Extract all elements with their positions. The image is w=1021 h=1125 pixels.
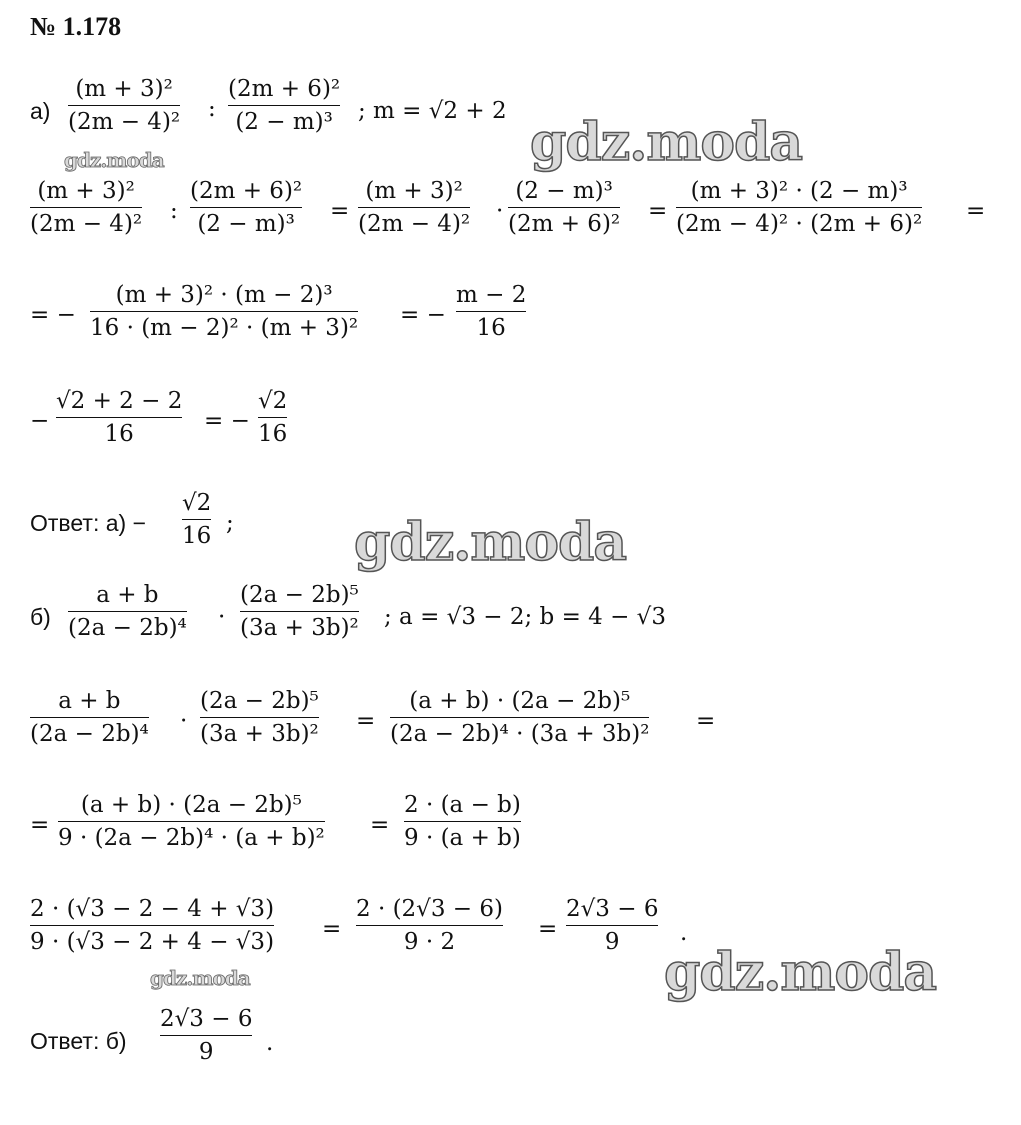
division-sign: :	[208, 96, 216, 122]
part-a-condition: ; m = √2 + 2	[358, 98, 507, 124]
a-l2-fraction-1: (m + 3)² · (m − 2)³ 16 · (m − 2)² · (m + 3)²	[90, 282, 359, 341]
a-l3-fraction-1: √2 + 2 − 2 16	[56, 388, 183, 447]
b-answer-suffix: .	[266, 1030, 274, 1056]
part-b-task-fraction-1: a + b (2a − 2b)⁴	[68, 582, 187, 641]
b-answer-label: Ответ: б)	[30, 1028, 127, 1054]
problem-number: № 1.178	[30, 12, 122, 41]
a-l1-fraction-5: (m + 3)² · (2 − m)³ (2m − 4)² · (2m + 6)²	[676, 178, 923, 237]
a-l2-eq: = −	[400, 302, 446, 328]
part-b-task-fraction-2: (2a − 2b)⁵ (3a + 3b)²	[240, 582, 359, 641]
b-l2-prefix: =	[30, 812, 50, 838]
b-l2-eq: =	[370, 812, 390, 838]
b-answer-fraction: 2√3 − 6 9	[160, 1006, 253, 1065]
a-l3-eq: = −	[204, 408, 250, 434]
b-l3-eq-2: =	[538, 916, 558, 942]
a-l1-eq-2: =	[648, 198, 668, 224]
b-l1-fraction-1: a + b (2a − 2b)⁴	[30, 688, 149, 747]
b-l2-fraction-2: 2 · (a − b) 9 · (a + b)	[404, 792, 521, 851]
a-answer-label: Ответ: а) −	[30, 510, 146, 536]
a-l1-eq-1: =	[330, 198, 350, 224]
b-task-op: ·	[218, 604, 226, 630]
b-l3-fraction-2: 2 · (2√3 − 6) 9 · 2	[356, 896, 503, 955]
a-answer-suffix: ;	[226, 510, 234, 536]
watermark-logo: gdz.moda	[664, 942, 937, 1003]
b-l2-fraction-1: (a + b) · (2a − 2b)⁵ 9 · (2a − 2b)⁴ · (a + b)²	[58, 792, 325, 851]
a-l1-fraction-1: (m + 3)² (2m − 4)²	[30, 178, 143, 237]
watermark-logo-small: gdz.moda	[64, 148, 164, 172]
part-a-task-fraction-2: (2m + 6)² (2 − m)³	[228, 76, 341, 135]
part-a-label: а)	[30, 98, 51, 124]
a-l2-fraction-2: m − 2 16	[456, 282, 527, 341]
a-l1-op-1: :	[170, 198, 178, 224]
b-l1-fraction-3: (a + b) · (2a − 2b)⁵ (2a − 2b)⁴ · (3a + 3b)²	[390, 688, 650, 747]
part-b-label: б)	[30, 604, 51, 630]
b-l3-eq-1: =	[322, 916, 342, 942]
a-l1-op-2: ·	[496, 198, 504, 224]
a-l1-eq-3: =	[966, 198, 986, 224]
part-b-condition: ; a = √3 − 2; b = 4 − √3	[384, 604, 666, 630]
a-l2-prefix: = −	[30, 302, 76, 328]
watermark-logo-small: gdz.moda	[150, 966, 250, 990]
b-l3-suffix: .	[680, 920, 688, 946]
a-l1-fraction-2: (2m + 6)² (2 − m)³	[190, 178, 303, 237]
b-l3-fraction-1: 2 · (√3 − 2 − 4 + √3) 9 · (√3 − 2 + 4 − √3)	[30, 896, 275, 955]
a-l3-fraction-2: √2 16	[258, 388, 288, 447]
b-l1-fraction-2: (2a − 2b)⁵ (3a + 3b)²	[200, 688, 319, 747]
b-l1-eq-2: =	[696, 708, 716, 734]
a-l3-prefix: −	[30, 408, 50, 434]
a-answer-fraction: √2 16	[182, 490, 212, 549]
b-l1-eq-1: =	[356, 708, 376, 734]
part-a-task-fraction-1: (m + 3)² (2m − 4)²	[68, 76, 181, 135]
watermark-logo: gdz.moda	[530, 112, 803, 173]
watermark-logo: gdz.moda	[354, 512, 627, 573]
a-l1-fraction-4: (2 − m)³ (2m + 6)²	[508, 178, 621, 237]
b-l1-op: ·	[180, 708, 188, 734]
a-l1-fraction-3: (m + 3)² (2m − 4)²	[358, 178, 471, 237]
b-l3-fraction-3: 2√3 − 6 9	[566, 896, 659, 955]
